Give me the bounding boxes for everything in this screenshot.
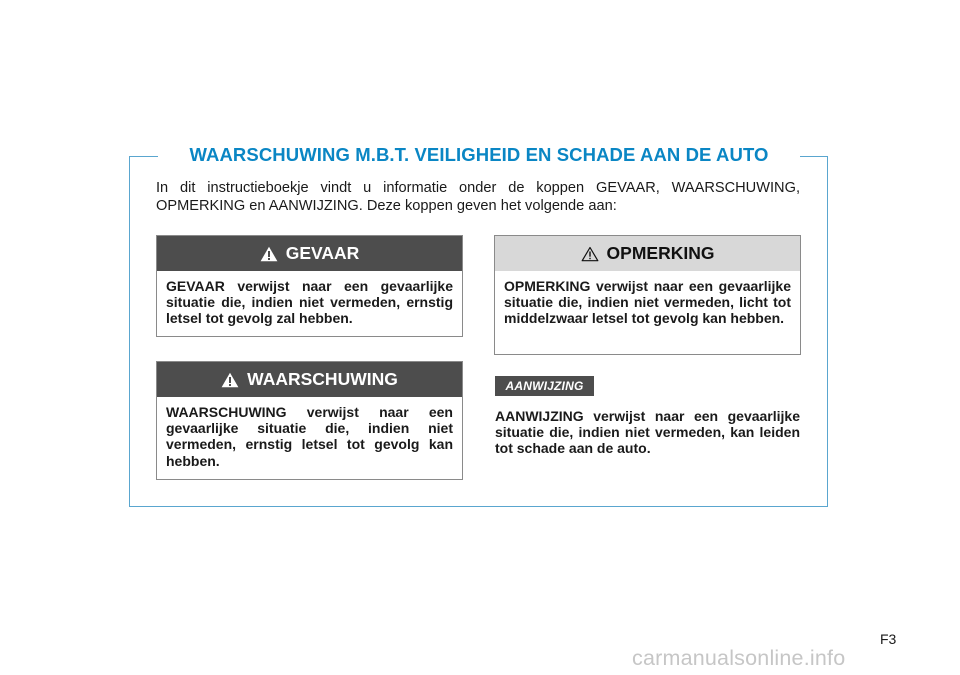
gevaar-header [157,236,462,271]
intro-paragraph: In dit instructieboekje vindt u informatie onder de koppen GEVAAR, WAARSCHUWING, OPMERKING en AANWIJZING. Deze koppen geven het volgende aan: [156,180,800,214]
warning-triangle-filled-icon [221,372,239,388]
waarschuwing-title: WAARSCHUWING [247,369,398,389]
gevaar-title: GEVAAR [285,243,360,263]
aanwijzing-badge: AANWIJZING [495,376,594,396]
opmerking-text: OPMERKING verwijst naar een gevaarlijke situatie die, indien niet vermeden, licht tot middelzwaar letsel tot gevolg kan hebben. [504,278,791,327]
watermark: carmanualsonline.info [632,646,846,670]
opmerking-box [494,235,801,355]
aanwijzing-text: AANWIJZING verwijst naar een gevaarlijke situatie die, indien niet vermeden, kan leiden tot schade aan de auto. [495,408,800,457]
waarschuwing-text: WAARSCHUWING verwijst naar een gevaarlijke situatie die, indien niet vermeden, ernstig letsel tot gevolg kan hebben. [166,404,453,469]
gevaar-box [156,235,463,337]
warning-triangle-filled-icon [260,246,278,262]
page-number: F3 [880,631,897,647]
opmerking-title: OPMERKING [606,243,715,263]
section-title: WAARSCHUWING M.B.T. VEILIGHEID EN SCHADE AAN DE AUTO [189,144,769,165]
warning-triangle-outline-icon [581,246,599,262]
opmerking-header [495,236,800,271]
section-title-wrap [158,142,800,168]
waarschuwing-header [157,362,462,397]
waarschuwing-box [156,361,463,480]
gevaar-text: GEVAAR verwijst naar een gevaarlijke situatie die, indien niet vermeden, ernstig letsel tot gevolg zal hebben. [166,278,453,327]
